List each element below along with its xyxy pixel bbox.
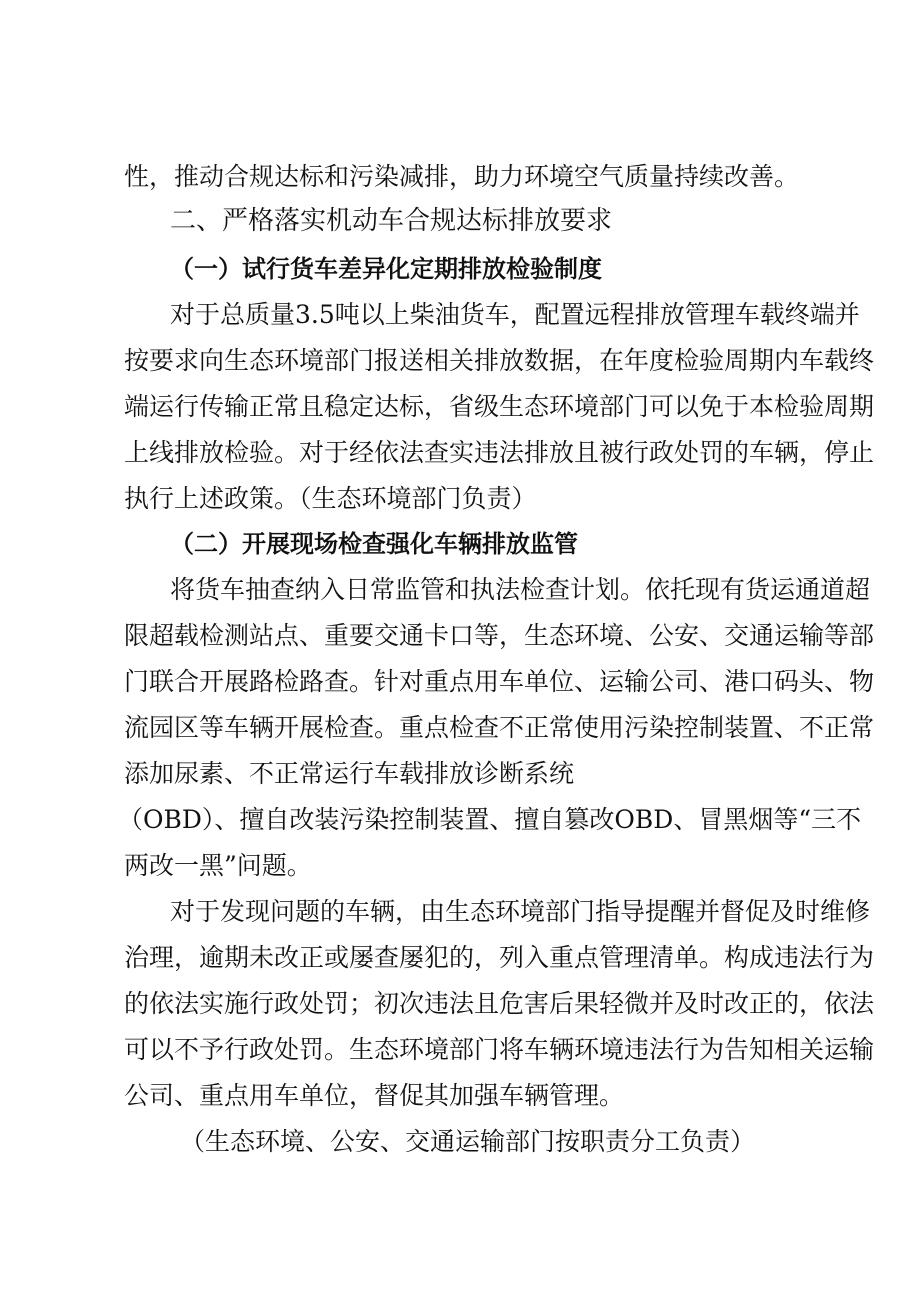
paragraph-line: 对于总质量3.5吨以上柴油货车，配置远程排放管理车载终端并 — [170, 300, 860, 329]
paragraph-line: 的依法实施行政处罚；初次违法且危害后果轻微并及时改正的，依法 — [124, 989, 875, 1018]
paragraph-line: 添加尿素、不正常运行车载排放诊断系统 — [124, 759, 575, 788]
subsection-heading-1: （一）试行货车差异化定期排放检验制度 — [170, 255, 602, 283]
paragraph-line: 两改一黑”问题。 — [124, 851, 312, 880]
paragraph-line: 端运行传输正常且稳定达标，省级生态环境部门可以免于本检验周期 — [124, 392, 875, 421]
paragraph-line: 将货车抽查纳入日常监管和执法检查计划。依托现有货运通道超 — [170, 575, 871, 604]
responsibility-note: （生态环境、公安、交通运输部门按职责分工负责） — [180, 1127, 756, 1156]
paragraph-line: 执行上述政策。（生态环境部门负责） — [124, 484, 537, 513]
paragraph-line: 可以不予行政处罚。生态环境部门将车辆环境违法行为告知相关运输 — [124, 1035, 875, 1064]
section-heading: 二、严格落实机动车合规达标排放要求 — [170, 206, 613, 236]
paragraph-line: （OBD）、擅自改装污染控制装置、擅自篡改OBD、冒黑烟等“三不 — [118, 805, 862, 834]
paragraph-line: 上线排放检验。对于经依法查实违法排放且被行政处罚的车辆，停止 — [124, 438, 875, 467]
paragraph-line: 限超载检测站点、重要交通卡口等，生态环境、公安、交通运输等部 — [124, 621, 875, 650]
paragraph-line: 公司、重点用车单位，督促其加强车辆管理。 — [124, 1081, 625, 1110]
paragraph-line: 按要求向生态环境部门报送相关排放数据，在年度检验周期内车载终 — [124, 346, 875, 375]
paragraph-line: 对于发现问题的车辆，由生态环境部门指导提醒并督促及时维修 — [170, 897, 871, 926]
paragraph-line: 门联合开展路检路查。针对重点用车单位、运输公司、港口码头、物 — [124, 667, 875, 696]
paragraph-line: 流园区等车辆开展检查。重点检查不正常使用污染控制装置、不正常 — [124, 713, 875, 742]
subsection-heading-2: （二）开展现场检查强化车辆排放监管 — [170, 530, 578, 558]
paragraph-line: 治理，逾期未改正或屡查屡犯的，列入重点管理清单。构成违法行为 — [124, 943, 875, 972]
intro-line: 性，推动合规达标和污染减排，助力环境空气质量持续改善。 — [124, 162, 800, 191]
